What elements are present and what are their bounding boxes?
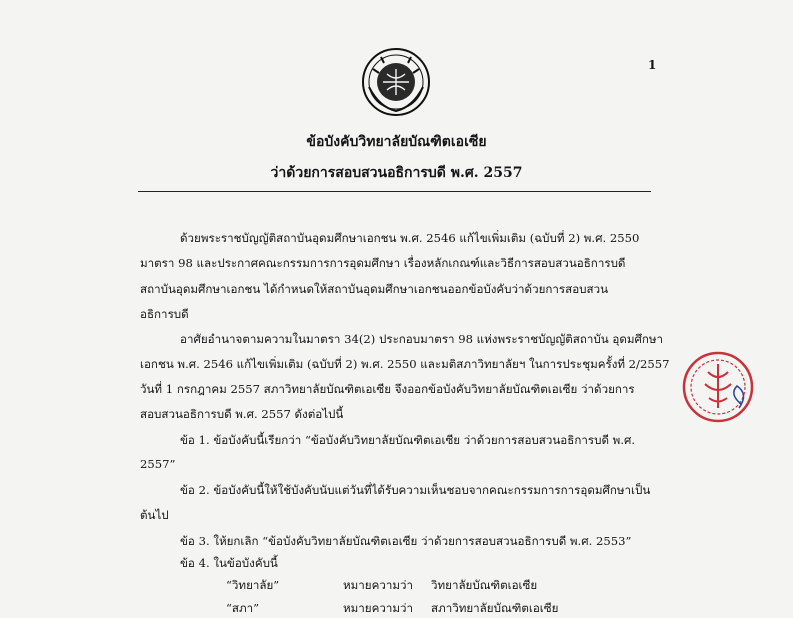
definition-term: “สภา” — [226, 601, 260, 615]
document-subtitle: ว่าด้วยการสอบสวนอธิการบดี พ.ศ. 2557 — [270, 165, 523, 181]
definition-value: วิทยาลัยบัณฑิตเอเซีย — [431, 578, 538, 592]
paragraph-line: ด้วยพระราชบัญญัติสถาบันอุดมศึกษาเอกชน พ.ศ. 2546 แก้ไขเพิ่มเติม (ฉบับที่ 2) พ.ศ. 2550 — [180, 231, 640, 245]
paragraph-line: ข้อ 1. ข้อบังคับนี้เรียกว่า “ข้อบังคับวิทยาลัยบัณฑิตเอเซีย ว่าด้วยการสอบสวนอธิการบดี พ.ศ. — [180, 433, 636, 447]
paragraph-line: อาศัยอำนาจตามความในมาตรา 34(2) ประกอบมาตรา 98 แห่งพระราชบัญญัติสถาบัน อุดมศึกษา — [180, 332, 664, 346]
paragraph-line: เอกชน พ.ศ. 2546 แก้ไขเพิ่มเติม (ฉบับที่ 2) พ.ศ. 2550 และมติสภาวิทยาลัยฯ ในการประชุมครั้งที่ 2/2557 — [140, 357, 670, 371]
paragraph-line: ข้อ 4. ในข้อบังคับนี้ — [180, 556, 278, 570]
paragraph-line: อธิการบดี — [140, 307, 189, 321]
paragraph-line: มาตรา 98 และประกาศคณะกรรมการการอุดมศึกษา เรื่องหลักเกณฑ์และวิธีการสอบสวนอธิการบดี — [140, 256, 626, 270]
page-number: 1 — [648, 58, 657, 72]
definition-value: สภาวิทยาลัยบัณฑิตเอเซีย — [431, 601, 559, 615]
red-seal-icon — [681, 350, 755, 424]
paragraph-line: วันที่ 1 กรกฎาคม 2557 สภาวิทยาลัยบัณฑิตเอเซีย จึงออกข้อบังคับวิทยาลัยบัณฑิตเอเซีย ว่าด้วยการ — [140, 382, 635, 396]
definition-means: หมายความว่า — [343, 578, 414, 592]
paragraph-line: 2557” — [140, 457, 176, 471]
paragraph-line: ต้นไป — [140, 508, 169, 522]
title-divider — [138, 191, 651, 192]
paragraph-line: ข้อ 3. ให้ยกเลิก “ข้อบังคับวิทยาลัยบัณฑิตเอเซีย ว่าด้วยการสอบสวนอธิการบดี พ.ศ. 2553” — [180, 534, 632, 548]
paragraph-line: สอบสวนอธิการบดี พ.ศ. 2557 ดังต่อไปนี้ — [140, 407, 344, 421]
document-title: ข้อบังคับวิทยาลัยบัณฑิตเอเซีย — [306, 134, 487, 150]
definition-means: หมายความว่า — [343, 601, 414, 615]
paragraph-line: ข้อ 2. ข้อบังคับนี้ให้ใช้บังคับนับแต่วันที่ได้รับความเห็นชอบจากคณะกรรมการการอุดมศึกษาเป็น — [180, 483, 651, 497]
college-logo-icon — [361, 47, 431, 117]
paragraph-line: สถาบันอุดมศึกษาเอกชน ได้กำหนดให้สถาบันอุดมศึกษาเอกชนออกข้อบังคับว่าด้วยการสอบสวน — [140, 282, 609, 296]
definition-term: “วิทยาลัย” — [226, 578, 280, 592]
